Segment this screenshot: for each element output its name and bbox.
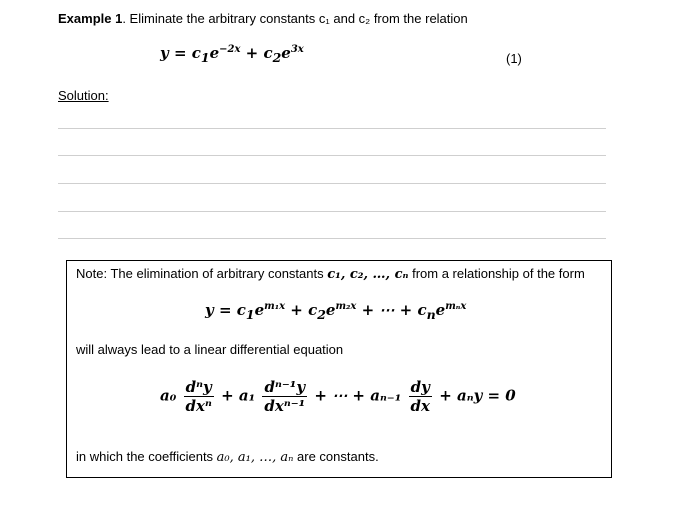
eq1-sub2: 2: [272, 50, 282, 65]
equation-3: [160, 378, 516, 415]
eq2-term2-c: c: [308, 301, 318, 319]
note-middle: will always lead to a linear differential equation: [76, 342, 344, 357]
eq3-a0: a₀: [160, 386, 177, 405]
solution-label: Solution:: [58, 88, 109, 103]
note-intro-end: from a relationship of the form: [408, 266, 585, 281]
eq2-term2-e: e: [325, 301, 336, 319]
eq3-f3-den: dx: [410, 397, 430, 415]
note-intro-text: Note: The elimination of arbitrary constants: [76, 266, 328, 281]
equation-2: [205, 301, 466, 322]
example-label: Example 1: [58, 11, 123, 26]
eq1-plus: +: [240, 44, 264, 62]
eq2-plus2: + ⋯ +: [356, 301, 418, 319]
answer-line: [58, 211, 606, 212]
eq3-fraction-3: [409, 378, 432, 415]
eq2-term3-e: e: [435, 301, 446, 319]
eq2-plus1: +: [285, 301, 309, 319]
answer-line: [58, 238, 606, 239]
eq3-fraction-2: [262, 378, 307, 415]
eq2-term1-c: c: [236, 301, 246, 319]
note-end: [76, 449, 379, 465]
eq1-lhs: y =: [160, 44, 192, 62]
eq1-sub1: 1: [200, 50, 210, 65]
note-box: [66, 260, 612, 478]
eq3-f1-den: dxⁿ: [185, 397, 212, 415]
eq1-e1: e: [209, 44, 220, 62]
note-intro: [76, 266, 585, 282]
eq3-tail: + aₙy = 0: [433, 386, 516, 405]
eq2-term2-exp: m₂x: [335, 301, 357, 312]
eq2-term3-sub: n: [426, 307, 436, 322]
eq3-f2-den: dxⁿ⁻¹: [264, 397, 306, 415]
eq3-plus2: + ⋯ +: [309, 386, 371, 405]
note-end-coeffs: a₀, a₁, …, aₙ: [216, 450, 294, 465]
eq3-fraction-1: [184, 378, 214, 415]
eq2-term2-sub: 2: [317, 307, 326, 322]
eq3-plus1: +: [215, 386, 239, 405]
answer-line: [58, 183, 606, 184]
eq3-f3-num: dy: [409, 378, 432, 397]
answer-line: [58, 128, 606, 129]
eq3-a1: a₁: [238, 386, 256, 405]
eq1-exp1: −2x: [219, 44, 241, 55]
equation-number: (1): [506, 51, 522, 66]
example-text: . Eliminate the arbitrary constants c₁ and c₂ from the relation: [122, 11, 468, 26]
eq2-term1-exp: m₁x: [264, 301, 286, 312]
eq1-c2: c: [263, 44, 273, 62]
eq3-f2-num: dⁿ⁻¹y: [262, 378, 307, 397]
eq2-term1-sub: 1: [245, 307, 255, 322]
note-end-post: are constants.: [293, 449, 379, 464]
eq2-term3-exp: mₙx: [445, 301, 467, 312]
eq1-exp2: 3x: [290, 44, 304, 55]
eq1-c1: c: [191, 44, 201, 62]
eq2-term1-e: e: [254, 301, 265, 319]
note-constants: c₁, c₂, …, cₙ: [327, 267, 409, 282]
eq1-e2: e: [281, 44, 291, 62]
equation-1: [160, 44, 304, 65]
eq2-term3-c: c: [417, 301, 427, 319]
eq3-an-1: aₙ₋₁: [370, 386, 402, 405]
example-statement: [58, 11, 468, 26]
note-end-pre: in which the coefficients: [76, 449, 217, 464]
answer-line: [58, 155, 606, 156]
eq2-lhs: y =: [205, 301, 237, 319]
eq3-f1-num: dⁿy: [184, 378, 214, 397]
